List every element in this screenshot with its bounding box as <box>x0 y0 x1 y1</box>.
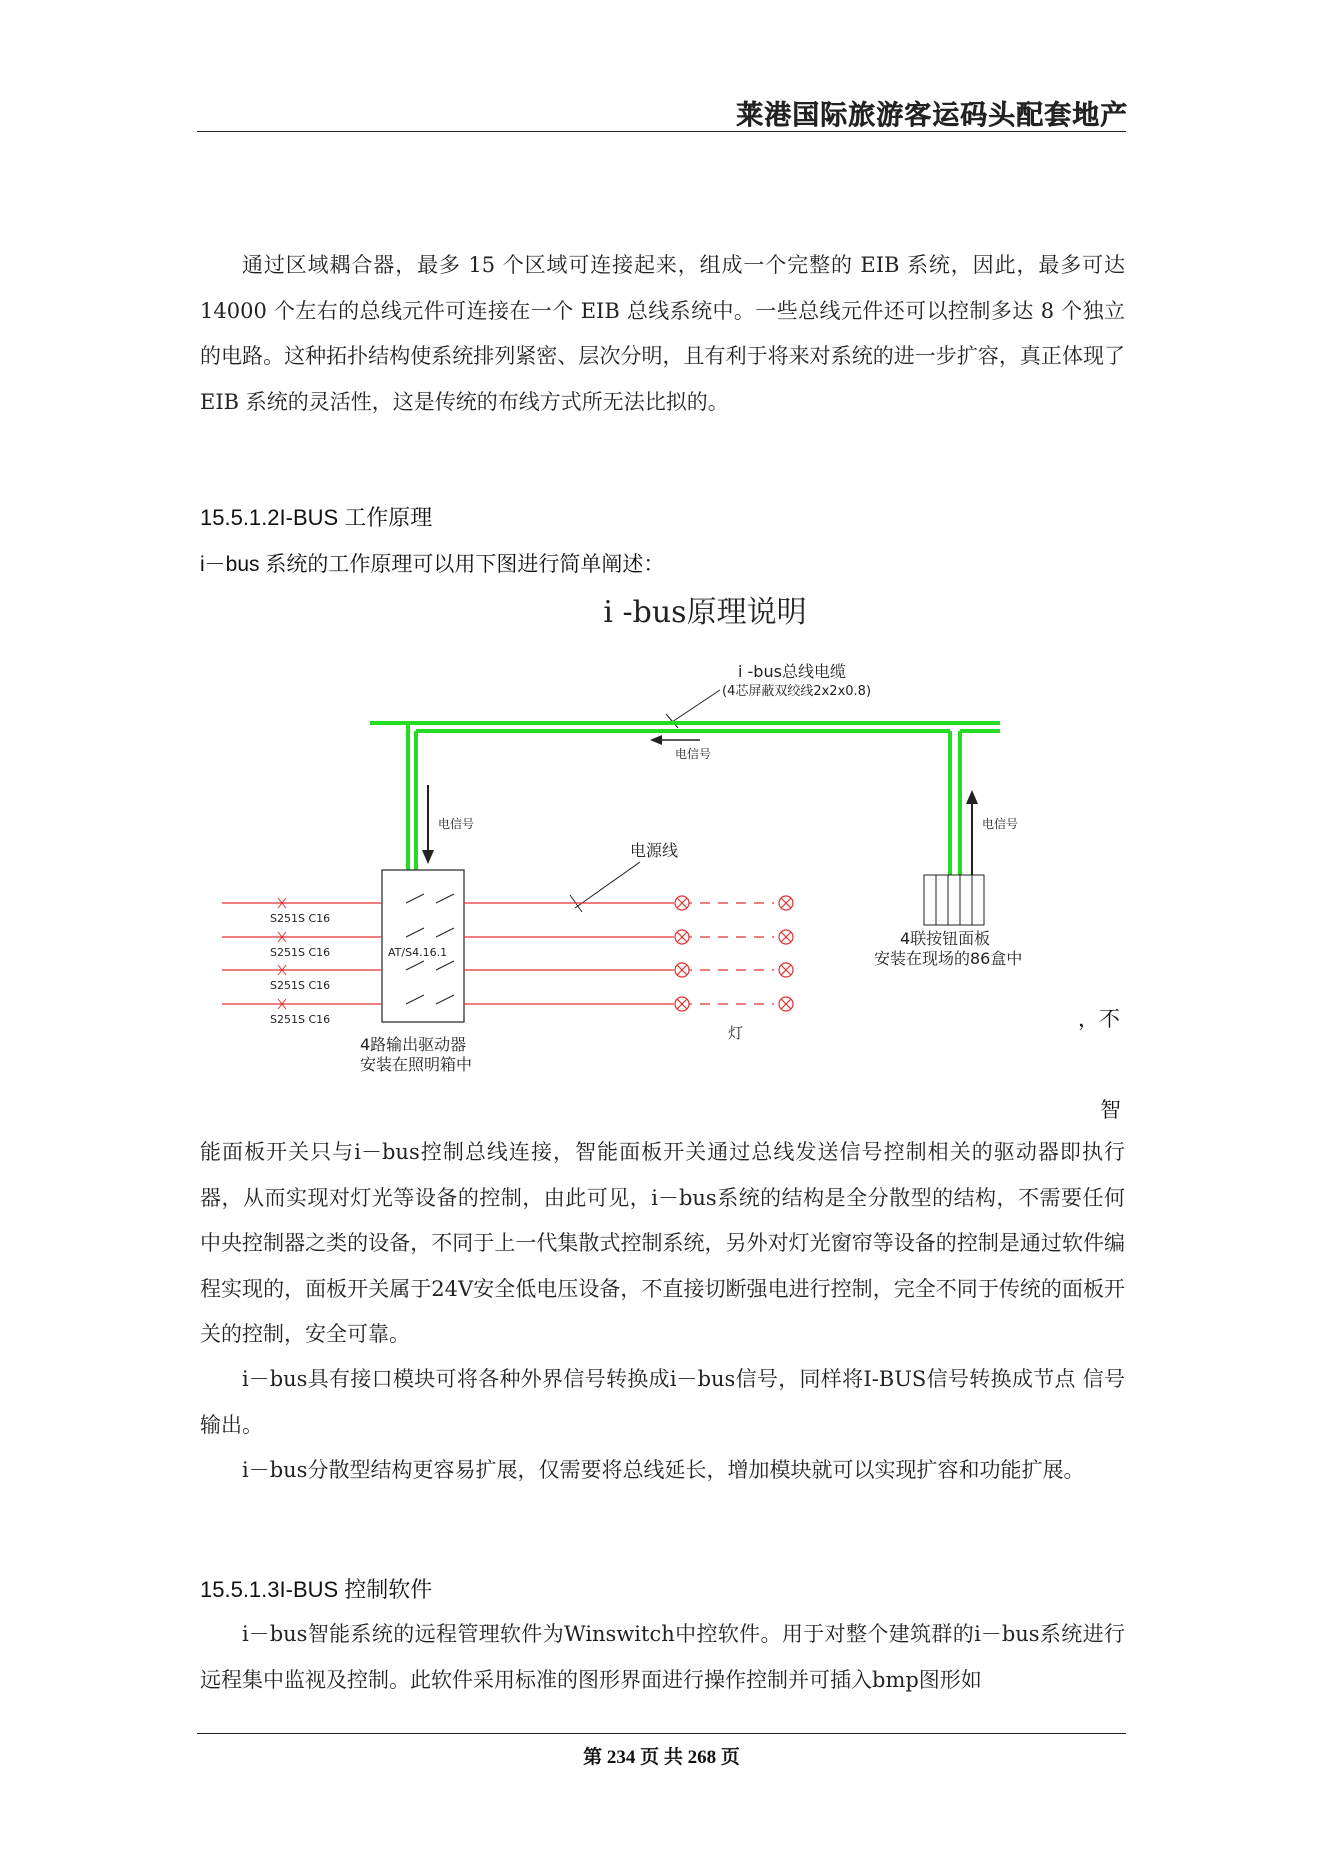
paragraph-diagram-intro: i－bus 系统的工作原理可以用下图进行简单阐述： <box>200 553 665 576</box>
bus-cable-leader <box>672 690 720 722</box>
header-rule <box>197 131 1126 132</box>
lamp-label: 灯 <box>728 1024 744 1042</box>
bus-cable-label: i -bus总线电缆 <box>738 662 846 681</box>
breaker-label-4: S251S C16 <box>270 1013 331 1026</box>
header-title: 莱港国际旅游客运码头配套地产 <box>736 100 1128 131</box>
panel-caption-1: 4联按钮面板 <box>900 929 991 948</box>
paragraph-eib-topology: 通过区域耦合器，最多 15 个区域可连接起来，组成一个完整的 EIB 系统，因此，最多可达 14000 个左右的总线元件可连接在一个 EIB 总线系统中。一些总线元件还可以控制多达 8 个独立的电路。这种拓扑结构使系统排列紧密、层次分明，且有利于将来对系统的进一步扩容，真正体现了 EIB 系统的灵活性，这是传统的布线方式所无法比拟的。 <box>200 253 1125 414</box>
breaker-label-3: S251S C16 <box>270 979 331 992</box>
paragraph-interface-module: i－bus具有接口模块可将各种外界信号转换成i－bus信号，同样将I-BUS信号转换成节点 信号输出。 <box>200 1367 1125 1437</box>
footer-rule <box>197 1733 1126 1734</box>
button-panel <box>924 875 984 925</box>
bus-cable-spec: (4芯屏蔽双绞线2x2x0.8) <box>722 684 872 699</box>
section-heading-principle: 15.5.1.2I-BUS 工作原理 <box>200 505 433 530</box>
actuator-caption-2: 安装在照明箱中 <box>360 1055 473 1074</box>
signal-label-top: 电信号 <box>675 747 712 761</box>
signal-label-left: 电信号 <box>438 817 475 831</box>
paragraph-panel-switch: 能面板开关只与i－bus控制总线连接，智能面板开关通过总线发送信号控制相关的驱动器即执行器，从而实现对灯光等设备的控制，由此可见，i－bus系统的结构是全分散型的结构，不需要任何中央控制器之类的设备，不同于上一代集散式控制系统，另外对灯光窗帘等设备的控制是通过软件编程实现的，面板开关属于24V安全低电压设备，不直接切断强电进行控制，完全不同于传统的面板开关的控制，安全可靠。 <box>200 1140 1125 1346</box>
section-heading-software: 15.5.1.3I-BUS 控制软件 <box>200 1577 433 1602</box>
panel-caption-2: 安装在现场的86盒中 <box>874 949 1023 968</box>
wrapped-text-fragment-2: 智 <box>1100 1098 1121 1122</box>
actuator-model: AT/S4.16.1 <box>388 946 448 959</box>
paragraph-winswitch: i－bus智能系统的远程管理软件为Winswitch中控软件。用于对整个建筑群的i－bus系统进行远程集中监视及控制。此软件采用标准的图形界面进行操作控制并可插入bmp图形如 <box>200 1622 1125 1692</box>
breaker-label-2: S251S C16 <box>270 946 331 959</box>
paragraph-extension: i－bus分散型结构更容易扩展，仅需要将总线延长，增加模块就可以实现扩容和功能扩展。 <box>242 1458 1085 1482</box>
ibus-principle-diagram <box>210 590 1130 1090</box>
breaker-label-1: S251S C16 <box>270 912 331 925</box>
page-number: 第 234 页 共 268 页 <box>583 1747 740 1768</box>
wrapped-text-fragment-1: ，不 <box>1078 1007 1120 1031</box>
ibus-cable <box>370 723 1000 875</box>
signal-label-right: 电信号 <box>982 817 1019 831</box>
lamp-symbols <box>675 896 793 1011</box>
power-line-label: 电源线 <box>630 841 679 860</box>
diagram-title: i -bus原理说明 <box>603 595 807 630</box>
actuator-caption-1: 4路输出驱动器 <box>360 1035 467 1054</box>
